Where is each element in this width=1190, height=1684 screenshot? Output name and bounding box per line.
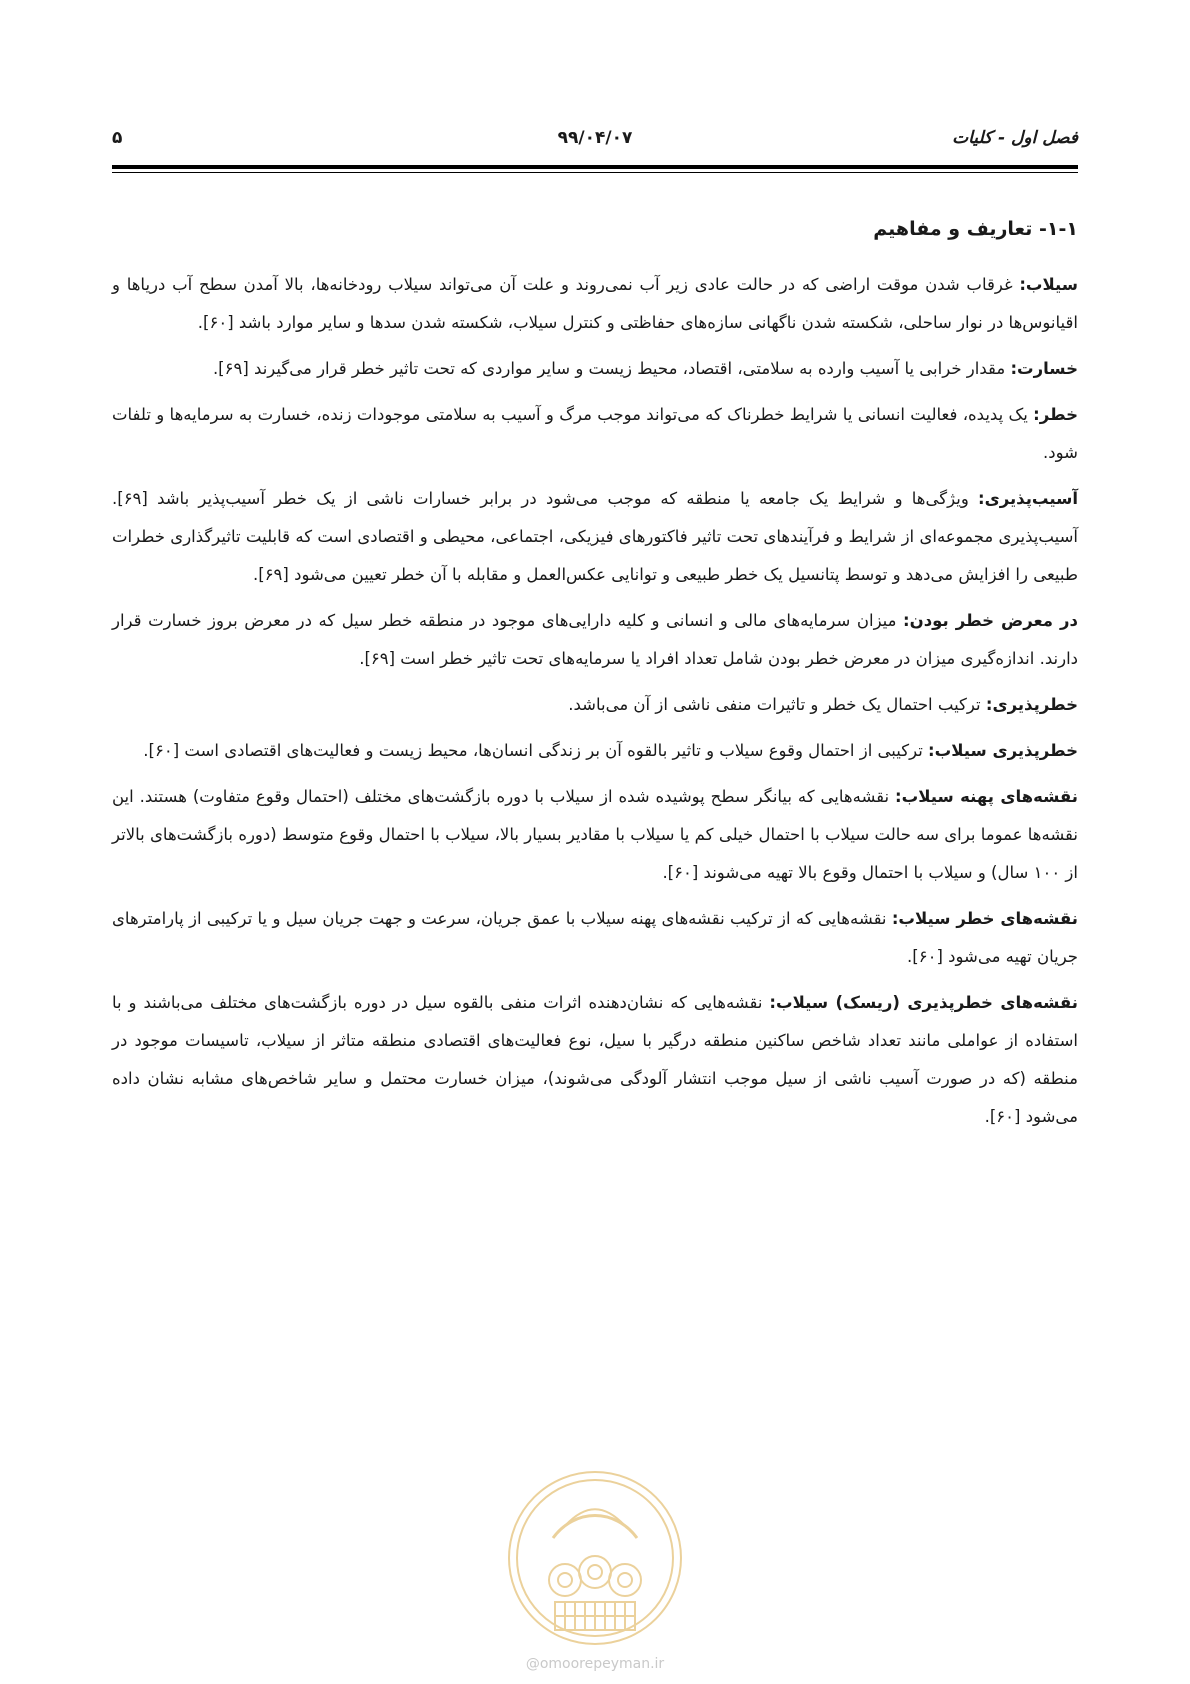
header-date: ۹۹/۰۴/۰۷ xyxy=(557,128,633,148)
page-number: ۵ xyxy=(112,128,123,148)
definition-paragraph xyxy=(112,480,1078,594)
definition-term: خسارت: xyxy=(1010,359,1078,378)
definition-text: ترکیب احتمال یک خطر و تاثیرات منفی ناشی از آن می‌باشد. xyxy=(568,695,986,714)
definition-paragraph xyxy=(112,732,1078,770)
definition-paragraph xyxy=(112,984,1078,1136)
definition-paragraph xyxy=(112,350,1078,388)
header-rule-thin xyxy=(112,172,1078,173)
definition-term: نقشه‌های خطر سیلاب: xyxy=(891,909,1078,928)
definition-term: در معرض خطر بودن: xyxy=(903,611,1079,630)
definition-text: ویژگی‌ها و شرایط یک جامعه یا منطقه که موجب می‌شود در برابر خسارات ناشی از یک خطر آسیب‌پذیر باشد [۶۹]. آسیب‌پذیری مجموعه‌ای از شرایط و فرآیندهای تحت تاثیر فاکتورهای فیزیکی، اجتماعی، محیطی و اقتصادی است که قابلیت تاثیرگذاری خطرات طبیعی را افزایش می‌دهد و توسط پتانسیل یک خطر طبیعی و توانایی عکس‌العمل و مقابله با آن خطر تعیین می‌شود [۶۹]. xyxy=(112,489,1078,584)
header-rule-thick xyxy=(112,165,1078,169)
definition-text: میزان سرمایه‌های مالی و انسانی و کلیه دارایی‌های موجود در منطقه خطر سیل که در معرض بروز خسارت قرار دارند. اندازه‌گیری میزان در معرض خطر بودن شامل تعداد افراد یا سرمایه‌های تحت تاثیر خطر است [۶۹]. xyxy=(112,611,1078,668)
definition-term: سیلاب: xyxy=(1019,275,1078,294)
watermark-seal-logo xyxy=(505,1468,685,1648)
definition-text: نقشه‌هایی که از ترکیب نقشه‌های پهنه سیلاب با عمق جریان، سرعت و جهت جریان سیل و یا ترکیبی از پارامترهای جریان تهیه می‌شود [۶۰]. xyxy=(112,909,1078,966)
definition-term: نقشه‌های خطرپذیری (ریسک) سیلاب: xyxy=(769,993,1078,1012)
definition-paragraph xyxy=(112,686,1078,724)
chapter-title: فصل اول - کلیات xyxy=(952,128,1078,148)
footer-url: @omoorepeyman.ir xyxy=(525,1656,665,1672)
definition-paragraph xyxy=(112,396,1078,472)
seal-graphic xyxy=(509,1472,681,1644)
definition-term: نقشه‌های پهنه سیلاب: xyxy=(895,787,1078,806)
definition-paragraph xyxy=(112,602,1078,678)
definition-term: خطرپذیری سیلاب: xyxy=(928,741,1078,760)
definition-text: غرقاب شدن موقت اراضی که در حالت عادی زیر آب نمی‌روند و علت آن می‌تواند سیلاب رودخانه‌ها، بالا آمدن سطح آب دریاها و اقیانوس‌ها در نوار ساحلی، شکسته شدن ناگهانی سازه‌های حفاظتی و کنترل سیلاب، شکسته شدن سدها و سایر موارد باشد [۶۰]. xyxy=(112,275,1078,332)
definition-paragraph xyxy=(112,900,1078,976)
document-body xyxy=(112,218,1078,1144)
definition-term: خطرپذیری: xyxy=(985,695,1078,714)
section-heading: ۱-۱- تعاریف و مفاهیم xyxy=(873,218,1078,240)
definition-text: مقدار خرابی یا آسیب وارده به سلامتی، اقتصاد، محیط زیست و سایر مواردی که تحت تاثیر خطر قرار می‌گیرند [۶۹]. xyxy=(212,359,1011,378)
definition-text: نقشه‌هایی که بیانگر سطح پوشیده شده از سیلاب با دوره بازگشت‌های مختلف (احتمال وقوع متفاوت) هستند. این نقشه‌ها عموما برای سه حالت سیلاب با احتمال خیلی کم یا سیلاب با مقادیر بسیار بالا، سیلاب با احتمال وقوع متوسط (دوره بازگشت‌های بالاتر از ۱۰۰ سال) و سیلاب با احتمال وقوع بالا تهیه می‌شوند [۶۰]. xyxy=(112,787,1078,882)
definition-text: نقشه‌هایی که نشان‌دهنده اثرات منفی بالقوه سیل در دوره بازگشت‌های مختلف می‌باشند و با استفاده از عواملی مانند تعداد شاخص ساکنین منطقه درگیر با سیل، نوع فعالیت‌های اقتصادی منطقه متاثر از سیلاب، تاسیسات موجود در منطقه (که در صورت آسیب ناشی از سیل موجب انتشار آلودگی می‌شوند)، میزان خسارت محتمل و سایر شاخص‌های مشابه نشان داده می‌شود [۶۰]. xyxy=(112,993,1078,1126)
definition-term: خطر: xyxy=(1033,405,1078,424)
definition-paragraph xyxy=(112,266,1078,342)
definition-text: یک پدیده، فعالیت انسانی یا شرایط خطرناک که می‌تواند موجب مرگ و آسیب به سلامتی موجودات زنده، خسارت به سرمایه‌ها و تلفات شود. xyxy=(112,405,1078,462)
page-header xyxy=(112,128,1078,154)
definition-term: آسیب‌پذیری: xyxy=(978,489,1078,508)
definition-paragraph xyxy=(112,778,1078,892)
definition-text: ترکیبی از احتمال وقوع سیلاب و تاثیر بالقوه آن بر زندگی انسان‌ها، محیط زیست و فعالیت‌های اقتصادی است [۶۰]. xyxy=(143,741,929,760)
